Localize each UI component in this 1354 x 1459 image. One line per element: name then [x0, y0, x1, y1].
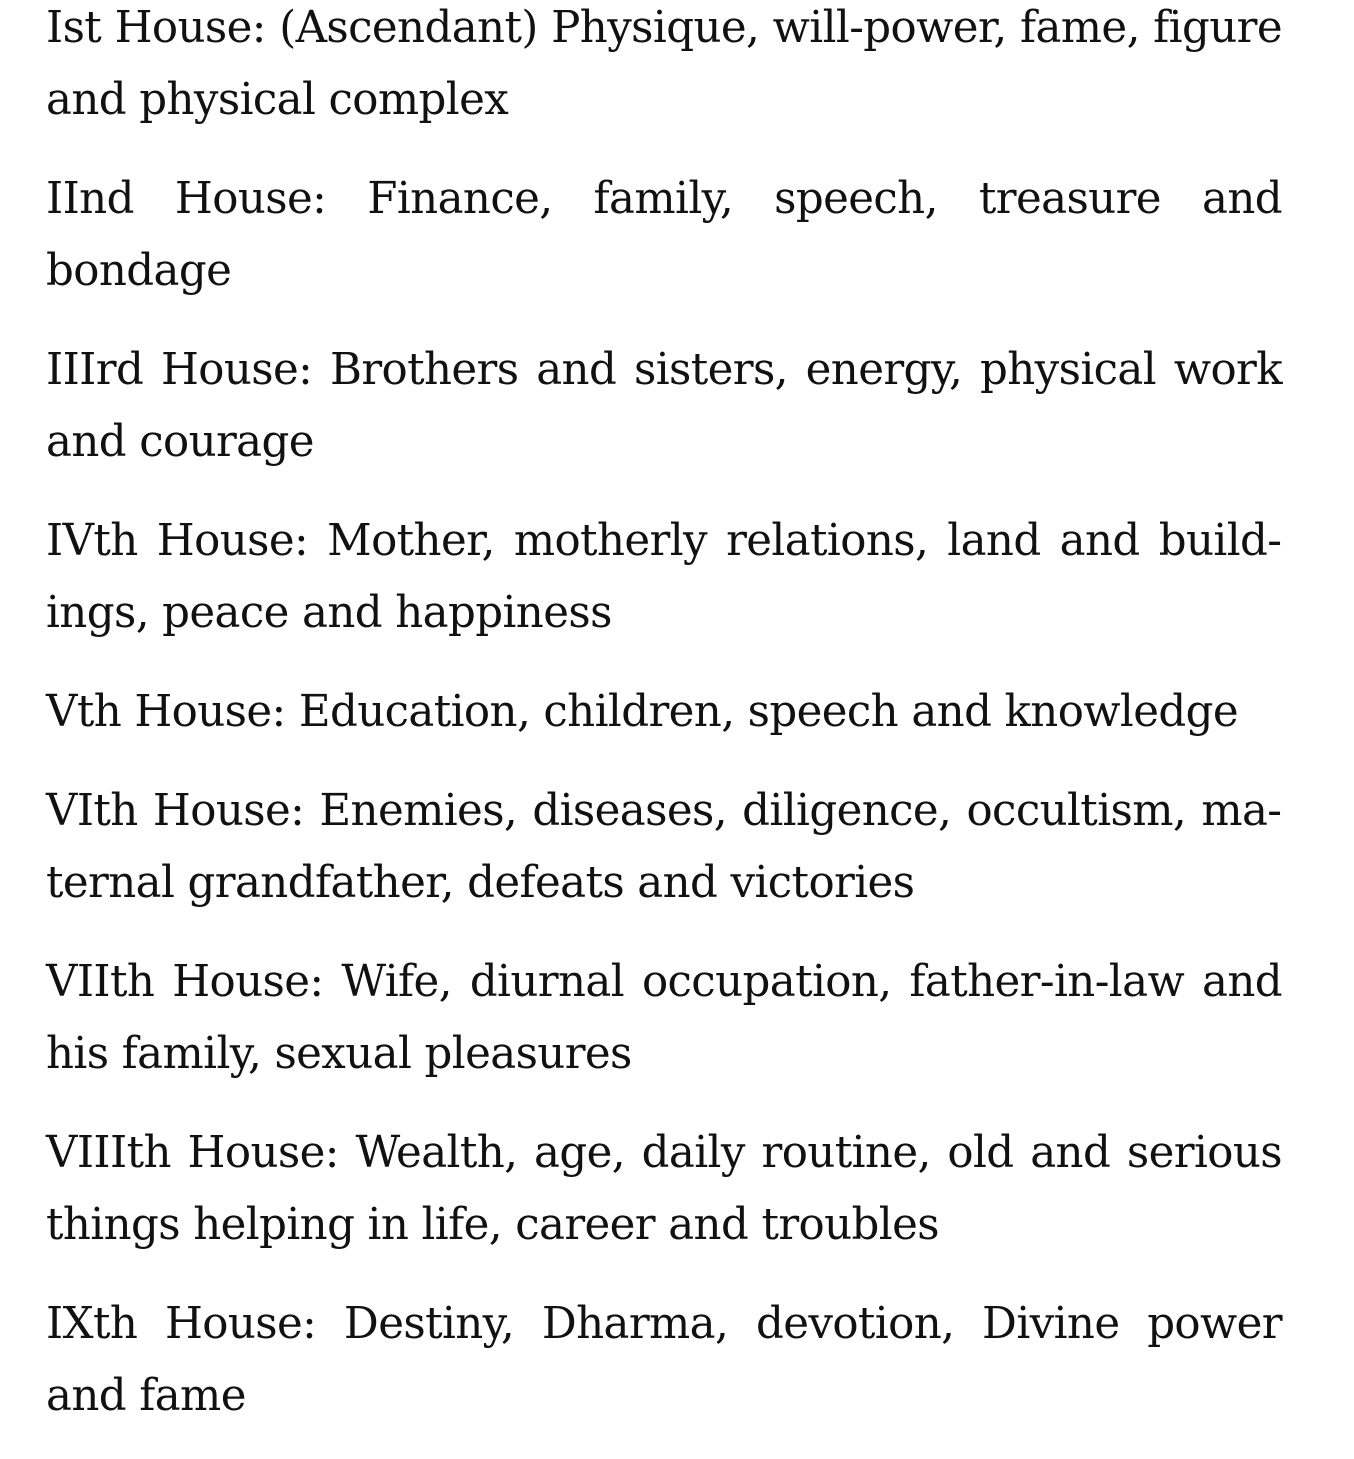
house-entry-1: Ist House: (Ascendant) Physique, will-power, fame, figure and physical complex	[46, 3, 1282, 125]
house-entry-5: Vth House: Education, children, speech and knowledge	[46, 687, 1239, 737]
house-entry-4: IVth House: Mother, motherly relations, land and buildings, peace and happiness	[46, 516, 1282, 638]
house-entry-9: IXth House: Destiny, Dharma, devotion, Divine power and fame	[46, 1299, 1282, 1421]
house-significations-text	[46, 0, 1282, 1459]
house-entry-7: VIIth House: Wife, diurnal occupation, father-in-law and his family, sexual pleasures	[46, 957, 1282, 1079]
house-entry-6: VIth House: Enemies, diseases, diligence, occultism, maternal grandfather, defeats and victories	[46, 786, 1282, 908]
house-entry-3: IIIrd House: Brothers and sisters, energy, physical work and courage	[46, 345, 1282, 467]
house-entry-8: VIIIth House: Wealth, age, daily routine, old and serious things helping in life, career and troubles	[46, 1128, 1282, 1250]
house-entry-2: IInd House: Finance, family, speech, treasure and bondage	[46, 174, 1282, 296]
